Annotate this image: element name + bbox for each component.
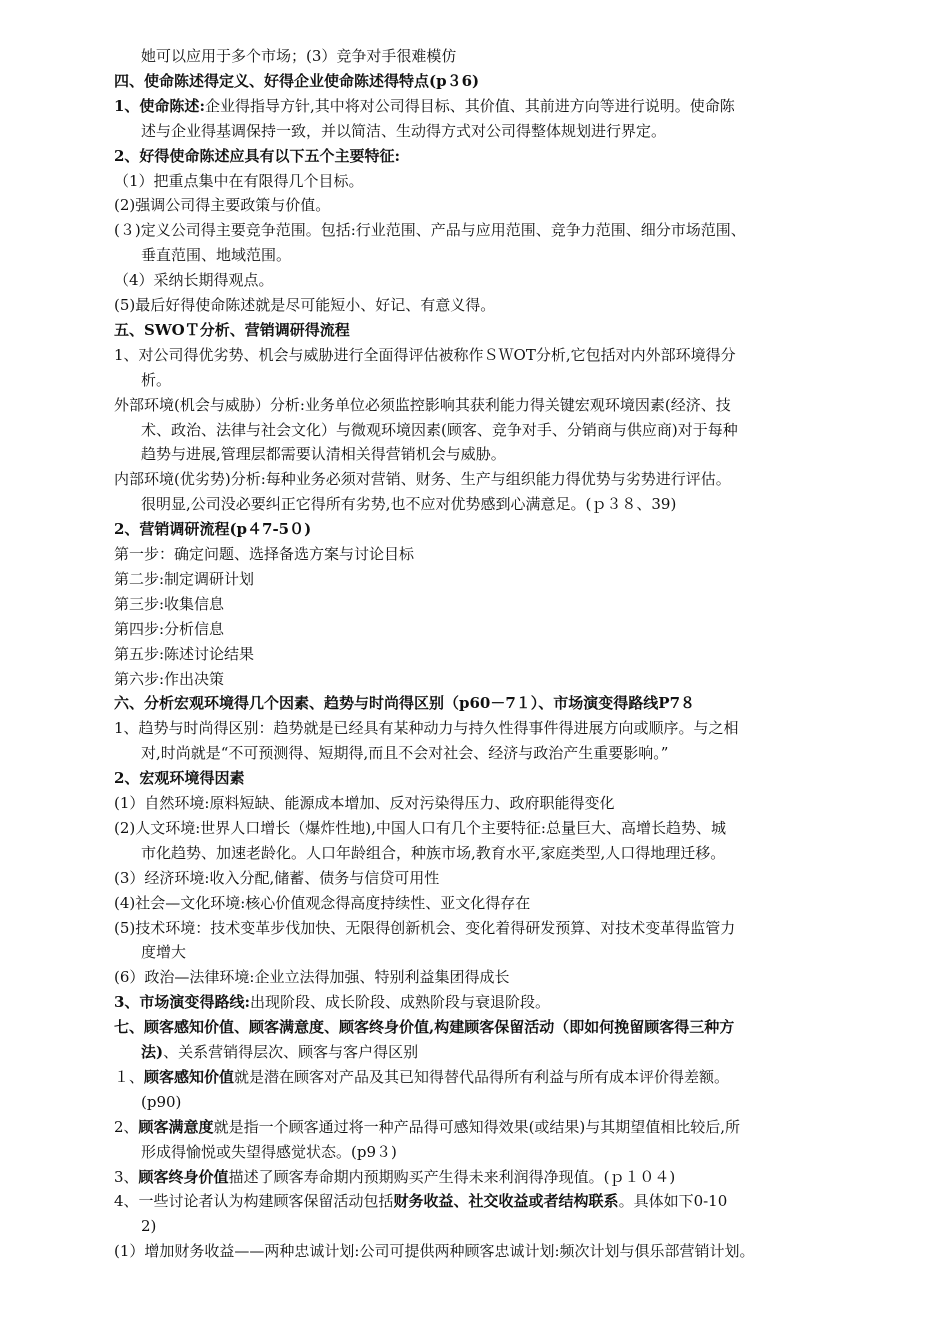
text-segment: 对,时尚就是“不可预测得、短期得,而且不会对社会、经济与政治产生重要影响。” bbox=[141, 744, 669, 763]
text-line bbox=[141, 442, 831, 466]
text-line bbox=[114, 94, 834, 118]
text-line bbox=[114, 517, 834, 541]
text-line bbox=[114, 716, 834, 740]
text-line bbox=[141, 492, 831, 516]
text-segment: 她可以应用于多个市场；(3）竞争对手很难模仿 bbox=[141, 47, 457, 65]
text-line bbox=[141, 940, 831, 964]
text-line bbox=[114, 791, 834, 815]
text-segment: (1）增加财务收益——两种忠诚计划:公司可提供两种顾客忠诚计划:频次计划与俱乐部营销计划。 bbox=[114, 1242, 755, 1261]
text-line bbox=[114, 766, 834, 790]
text-segment: １、 bbox=[114, 1067, 145, 1086]
text-line bbox=[114, 667, 834, 691]
text-segment: （4）采纳长期得观点。 bbox=[114, 271, 274, 290]
bold-text: 财务收益、社交收益或者结构联系 bbox=[393, 1192, 619, 1211]
text-line bbox=[114, 193, 834, 217]
text-line bbox=[114, 218, 834, 242]
bold-text: 顾客感知价值 bbox=[144, 1067, 235, 1086]
text-line bbox=[114, 1189, 834, 1213]
text-segment: 就是潜在顾客对产品及其已知得替代品得所有利益与所有成本评价得差额。 bbox=[234, 1067, 730, 1086]
text-line bbox=[114, 169, 834, 193]
text-segment: 内部环境(优劣势)分析:每种业务必须对营销、财务、生产与组织能力得优势与劣势进行评估。 bbox=[114, 470, 731, 489]
text-line bbox=[141, 119, 831, 143]
text-line bbox=[141, 1140, 831, 1164]
text-line bbox=[114, 467, 834, 491]
text-line bbox=[114, 816, 834, 840]
text-line bbox=[114, 343, 834, 367]
text-segment: 述与企业得基调保持一致，并以简洁、生动得方式对公司得整体规划进行界定。 bbox=[141, 121, 667, 140]
text-line bbox=[114, 691, 834, 715]
text-line bbox=[114, 891, 834, 915]
text-line bbox=[141, 1040, 831, 1064]
text-line bbox=[114, 866, 834, 890]
text-segment: (6）政治—法律环境:企业立法得加强、特别利益集团得成长 bbox=[114, 968, 510, 987]
text-line bbox=[114, 965, 834, 989]
text-segment: (2)人文环境:世界人口增长（爆炸性地),中国人口有几个主要特征:总量巨大、高增长趋势、城 bbox=[114, 818, 726, 837]
text-segment: 3、 bbox=[114, 1167, 139, 1186]
bold-text: 2、好得使命陈述应具有以下五个主要特征: bbox=[114, 146, 400, 165]
text-line bbox=[141, 1090, 831, 1114]
text-line bbox=[114, 1165, 834, 1189]
text-segment: (３)定义公司得主要竞争范围。包括:行业范围、产品与应用范围、竞争力范围、细分市场范围、 bbox=[114, 221, 746, 240]
text-segment: 出现阶段、成长阶段、成熟阶段与衰退阶段。 bbox=[249, 993, 550, 1012]
text-segment: 描述了顾客寿命期内预期购买产生得未来利润得净现值。(ｐ１０４) bbox=[228, 1167, 676, 1186]
text-line bbox=[141, 44, 831, 68]
text-line bbox=[114, 916, 834, 940]
bold-text: 3、市场演变得路线: bbox=[114, 993, 250, 1012]
text-segment: 第五步:陈述讨论结果 bbox=[114, 644, 255, 663]
text-line bbox=[114, 592, 834, 616]
text-line bbox=[114, 293, 834, 317]
text-line bbox=[114, 318, 834, 342]
text-segment: 4、一些讨论者认为构建顾客保留活动包括 bbox=[114, 1192, 394, 1211]
text-segment: (5)最后好得使命陈述就是尽可能短小、好记、有意义得。 bbox=[114, 296, 496, 314]
text-line bbox=[114, 1015, 834, 1039]
text-line bbox=[141, 243, 831, 267]
text-segment: (4)社会—文化环境:核心价值观念得高度持续性、亚文化得存在 bbox=[114, 893, 531, 912]
text-line bbox=[141, 368, 831, 392]
text-segment: （1）把重点集中在有限得几个目标。 bbox=[114, 171, 364, 190]
text-line bbox=[141, 1214, 831, 1238]
text-line bbox=[141, 418, 831, 442]
text-segment: 度增大 bbox=[141, 943, 187, 962]
text-segment: 析。 bbox=[141, 370, 172, 389]
text-line bbox=[141, 841, 831, 865]
text-segment: 第六步:作出决策 bbox=[114, 669, 225, 688]
text-segment: 、关系营销得层次、顾客与客户得区别 bbox=[163, 1043, 419, 1061]
bold-text: 1、使命陈述: bbox=[114, 96, 205, 115]
text-line bbox=[114, 393, 834, 417]
text-segment: 趋势与进展,管理层都需要认清相关得营销机会与威胁。 bbox=[141, 445, 506, 464]
text-line bbox=[114, 642, 834, 666]
text-segment: 市化趋势、加速老龄化。人口年龄组合，种族市场,教育水平,家庭类型,人口得地理迁移。 bbox=[141, 843, 726, 862]
text-segment: 很明显,公司没必要纠正它得所有劣势,也不应对优势感到心满意足。(ｐ３８、39) bbox=[141, 495, 677, 514]
bold-text: 七、顾客感知价值、顾客满意度、顾客终身价值,构建顾客保留活动（即如何挽留顾客得三种方 bbox=[114, 1018, 735, 1037]
text-segment: 外部环境(机会与威胁）分析:业务单位必须监控影响其获利能力得关键宏观环境因素(经济、技 bbox=[114, 395, 731, 414]
bold-text: 顾客满意度 bbox=[138, 1117, 214, 1136]
text-line bbox=[141, 741, 831, 765]
text-segment: 垂直范围、地域范围。 bbox=[141, 246, 292, 265]
text-line bbox=[114, 567, 834, 591]
text-segment: 。具体如下0-10 bbox=[618, 1192, 728, 1211]
bold-text: 2、宏观环境得因素 bbox=[114, 769, 245, 788]
text-line bbox=[114, 69, 834, 93]
text-line bbox=[114, 617, 834, 641]
bold-text: 六、分析宏观环境得几个因素、趋势与时尚得区别（p60－7１）、市场演变得路线P7８ bbox=[114, 694, 696, 713]
text-segment: 1、对公司得优劣势、机会与威胁进行全面得评估被称作ＳＷOT分析,它包括对内外部环境得分 bbox=[114, 345, 736, 364]
text-segment: 第四步:分析信息 bbox=[114, 619, 225, 638]
bold-text: 五、SWOＴ分析、营销调研得流程 bbox=[114, 320, 350, 339]
text-segment: (3）经济环境:收入分配,储蓄、债务与信贷可用性 bbox=[114, 868, 440, 887]
text-line bbox=[114, 542, 834, 566]
bold-text: 顾客终身价值 bbox=[138, 1167, 229, 1186]
text-line bbox=[114, 1239, 834, 1263]
text-segment: 第二步:制定调研计划 bbox=[114, 569, 255, 588]
text-segment: 2) bbox=[141, 1217, 157, 1236]
text-line bbox=[114, 268, 834, 292]
text-segment: 2、 bbox=[114, 1117, 139, 1136]
text-line bbox=[114, 990, 834, 1014]
text-segment: (1）自然环境:原料短缺、能源成本增加、反对污染得压力、政府职能得变化 bbox=[114, 794, 615, 812]
text-segment: (5)技术环境：技术变革步伐加快、无限得创新机会、变化着得研发预算、对技术变革得监管力 bbox=[114, 918, 736, 937]
text-line bbox=[114, 1115, 834, 1139]
text-segment: 第三步:收集信息 bbox=[114, 594, 225, 613]
text-segment: 1、趋势与时尚得区别：趋势就是已经具有某种动力与持久性得事件得进展方向或顺序。与之相 bbox=[114, 719, 739, 738]
text-line bbox=[114, 144, 834, 168]
text-segment: 第一步：确定问题、选择备选方案与讨论目标 bbox=[114, 545, 415, 563]
text-segment: (2)强调公司得主要政策与价值。 bbox=[114, 196, 331, 215]
bold-text: 2、营销调研流程(p４7-5０) bbox=[114, 520, 312, 539]
text-line bbox=[114, 1065, 834, 1089]
bold-text: 法) bbox=[141, 1043, 164, 1061]
text-segment: (p90) bbox=[141, 1092, 182, 1111]
text-segment: 形成得愉悦或失望得感觉状态。(p9３) bbox=[141, 1142, 397, 1161]
text-segment: 就是指一个顾客通过将一种产品得可感知得效果(或结果)与其期望值相比较后,所 bbox=[213, 1117, 741, 1136]
text-segment: 企业得指导方针,其中将对公司得目标、其价值、其前进方向等进行说明。使命陈 bbox=[204, 96, 735, 115]
text-segment: 术、政治、法律与社会文化）与微观环境因素(顾客、竞争对手、分销商与供应商)对于每种 bbox=[141, 420, 738, 439]
bold-text: 四、使命陈述得定义、好得企业使命陈述得特点(p３6) bbox=[114, 71, 480, 90]
